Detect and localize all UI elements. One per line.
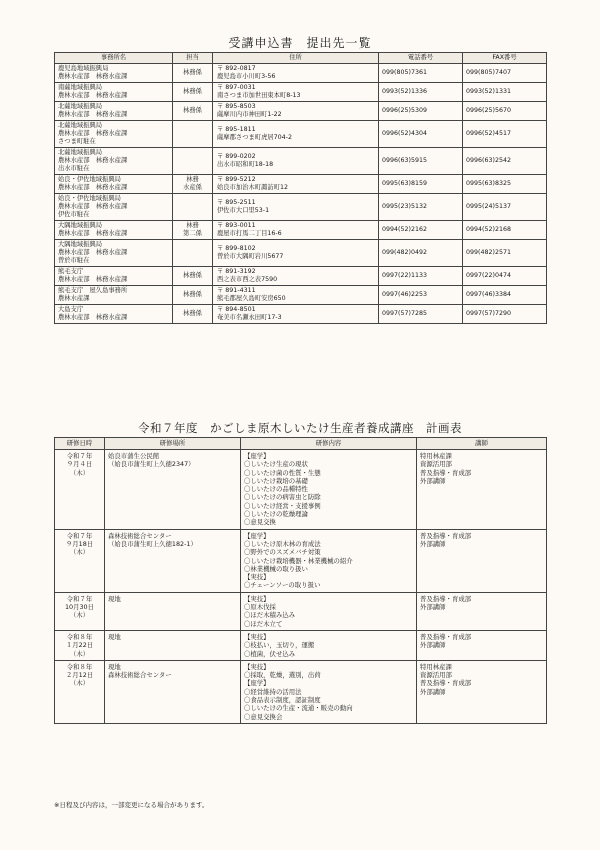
place-cell [105,630,241,660]
tanto-cell [173,240,213,267]
date-line: １月22日 [65,641,94,650]
tanto-line: 林務 [186,176,199,183]
header-address: 住所 [213,53,379,64]
date-cell [55,630,105,660]
office-name-cell [55,194,173,221]
fax-cell: 0997(57)7290 [463,305,547,324]
tel-cell: 0997(57)7285 [379,305,463,324]
date-line: （木） [69,649,90,658]
table-row [55,450,547,530]
header-tel: 電話番号 [379,53,463,64]
date-line: 令和７年 [66,594,93,603]
plan-table-body [55,450,547,724]
content-line: 〇ほだ木立て [244,619,283,628]
lecturer-line: 資源活用部 [420,460,452,469]
office-name-line: 熊毛支庁 [58,268,84,275]
tel-cell: 099(805)7361 [379,64,463,83]
address-line: 伊佐市大口里53-1 [217,207,270,214]
tel-cell: 0996(63)5915 [379,148,463,175]
header-fax: FAX番号 [463,53,547,64]
lecturer-line: 外部講師 [420,603,446,612]
table-row [55,64,547,83]
tel-cell: 0996(25)5309 [379,102,463,121]
office-name-line: 伊佐市駐在 [58,211,90,218]
address-line: 〒 894-8501 [217,306,256,313]
header-content: 研修内容 [241,438,417,450]
lecturer-cell [417,660,547,723]
content-line: 〇チェーンソーの取り扱い [244,581,321,590]
table-row [55,121,547,148]
header-lecturer: 講師 [417,438,547,450]
address-line: 〒 899-0202 [217,153,256,160]
address-line: 薩摩郡さつま町虎居704-2 [217,134,292,141]
office-name-line: 農林水産課 [58,295,90,302]
lecturer-cell [417,450,547,530]
office-name-line: 農林水産部 林務水産課 [58,73,128,80]
address-line: 〒 899-5212 [217,176,256,183]
lecturer-line: 普及指導・育成部 [420,679,472,688]
content-line: 〇しいたけ経営・支援事例 [244,501,321,510]
address-cell [213,194,379,221]
table-row [55,592,547,630]
date-line: （木） [69,679,90,688]
lecturer-line: 普及指導・育成部 [420,594,472,603]
date-line: （木） [69,468,90,477]
date-line: 令和８年 [66,632,93,641]
tanto-cell [173,305,213,324]
content-cell [241,450,417,530]
fax-cell: 0996(25)5670 [463,102,547,121]
lecturer-line: 普及指導・育成部 [420,468,472,477]
tanto-cell [173,175,213,194]
address-line: 〒 895-8503 [217,103,256,110]
tanto-line: 林務係 [183,272,202,279]
content-line: 〇採取，乾燥，選別，出荷 [244,671,321,680]
date-line: 令和７年 [66,452,93,460]
lecturer-line: 特用林産課 [420,662,452,671]
place-line: 現地 [108,662,121,671]
date-line: 令和８年 [66,662,93,671]
tanto-cell [173,83,213,102]
tanto-line: 水産係 [183,184,202,191]
fax-cell: 0996(63)2542 [463,148,547,175]
office-name-line: 大隅地域振興局 [58,241,103,248]
tel-cell: 099(482)0492 [379,240,463,267]
lecturer-line: 特用林産課 [420,452,452,460]
lecturer-cell [417,630,547,660]
lecturer-cell [417,529,547,592]
office-name-line: 農林水産部 林務水産課 [58,276,128,283]
address-cell [213,83,379,102]
date-cell [55,450,105,530]
content-cell [241,660,417,723]
date-line: （木） [69,611,90,620]
office-table-body [55,64,547,324]
tanto-cell [173,267,213,286]
address-line: 〒 895-2511 [217,199,256,206]
lecturer-line: 外部講師 [420,641,446,650]
place-line: （姶良市蒲生町上久徳182-1） [108,539,197,548]
tanto-cell [173,194,213,221]
address-cell [213,148,379,175]
tel-cell: 0994(52)2162 [379,221,463,240]
address-line: 〒 891-4311 [217,287,256,294]
table-row [55,240,547,267]
address-cell [213,221,379,240]
date-line: ９月18日 [65,539,94,548]
header-date: 研修日時 [55,438,105,450]
office-name-line: 農林水産部 林務水産課 [58,130,128,137]
office-name-line: 大隅地域振興局 [58,222,103,229]
office-name-line: 農林水産部 林務水産課 [58,314,128,321]
content-line: 〇しいたけ菌の性質・生態 [244,468,321,477]
table-row [55,175,547,194]
table-row [55,194,547,221]
address-line: 西之表市西之表7590 [217,276,278,283]
address-line: 南さつま市加世田東本町8-13 [217,92,301,99]
content-line: 〇しいたけの病害虫と防除 [244,493,321,502]
tanto-cell [173,221,213,240]
submission-list-title: 受講申込書 提出先一覧 [228,36,372,50]
content-line: 〇林業機械の取り扱い [244,564,308,573]
content-line: 〇しいたけ原木林の育成法 [244,539,321,548]
content-line: 〇ほだ木積み込み [244,611,296,620]
place-line: 姶良市蒲生公民館 [108,452,160,460]
lecturer-line: 資源活用部 [420,671,452,680]
plan-table [54,437,547,724]
tanto-line: 林務係 [183,291,202,298]
table-row [55,102,547,121]
fax-cell: 0996(52)4517 [463,121,547,148]
lecturer-line: 外部講師 [420,539,446,548]
header-place: 研修場所 [105,438,241,450]
date-line: ９月４日 [66,460,93,469]
office-table [54,52,547,324]
date-cell [55,592,105,630]
content-line: 〇食品表示制度，認証制度 [244,696,321,705]
office-name-line: 鹿児島地域振興局 [58,65,109,72]
office-name-cell [55,286,173,305]
office-name-line: 農林水産部 林務水産課 [58,184,128,191]
tel-cell: 0995(23)5132 [379,194,463,221]
content-line: 〇野外でのスズメバチ対策 [244,548,321,557]
lecturer-line: 普及指導・育成部 [420,531,472,540]
office-name-line: 農林水産部 林務水産課 [58,230,128,237]
office-name-line: 姶良・伊佐地域振興局 [58,176,121,183]
office-name-line: 農林水産部 林務水産課 [58,249,128,256]
content-line: 〇しいたけの生産・流通・販売の動向 [244,704,353,713]
table-row [55,286,547,305]
tel-cell: 0997(46)2253 [379,286,463,305]
table-row [55,660,547,723]
place-line: 森林技術総合センター [108,531,172,540]
address-cell [213,240,379,267]
table-row [55,529,547,592]
content-line: 〇しいたけ生産の現状 [244,460,308,469]
address-cell [213,286,379,305]
place-cell [105,450,241,530]
content-line: 〇意見交換 [244,518,276,527]
table-row [55,305,547,324]
address-cell [213,305,379,324]
tanto-line: 林務係 [183,88,202,95]
content-line: 【実技】 [244,662,270,671]
tanto-line: 林務係 [183,107,202,114]
tanto-line: 林務 [186,222,199,229]
office-name-cell [55,221,173,240]
tel-cell: 0995(63)8159 [379,175,463,194]
place-cell [105,529,241,592]
address-cell [213,267,379,286]
office-name-line: 南薩地域振興局 [58,84,103,91]
fax-cell: 0993(52)1331 [463,83,547,102]
address-line: 曽於市大隅町岩川5677 [217,253,284,260]
date-cell [55,529,105,592]
office-name-line: 姶良・伊佐地域振興局 [58,195,121,202]
office-name-line: 熊毛支庁 屋久島事務所 [58,287,128,294]
content-line: 【座学】 [244,679,270,688]
content-line: 【実技】 [244,632,270,641]
office-name-line: 曽於市駐在 [58,257,90,264]
fax-cell: 099(482)2571 [463,240,547,267]
office-name-line: 北薩地域振興局 [58,103,103,110]
address-line: 〒 891-3192 [217,268,256,275]
address-line: 姶良市加治木町諏訪町12 [217,184,288,191]
content-line: 〇意見交換会 [244,712,283,721]
tanto-cell [173,286,213,305]
fax-cell: 0997(22)0474 [463,267,547,286]
date-line: ２月12日 [65,671,94,680]
content-cell [241,529,417,592]
content-line: 【座学】 [244,452,270,460]
address-cell [213,64,379,83]
fax-cell: 099(805)7407 [463,64,547,83]
address-line: 〒 897-0031 [217,84,256,91]
office-name-line: 農林水産部 林務水産課 [58,203,128,210]
tanto-cell [173,102,213,121]
content-cell [241,592,417,630]
lecturer-cell [417,592,547,630]
date-cell [55,660,105,723]
header-office-name: 事務所名 [55,53,173,64]
office-name-line: 農林水産部 林務水産課 [58,111,128,118]
lecturer-line: 普及指導・育成部 [420,632,472,641]
office-name-cell [55,305,173,324]
address-cell [213,121,379,148]
office-name-cell [55,83,173,102]
address-line: 奄美市名瀬永田町17-3 [217,314,282,321]
tel-cell: 0993(52)1336 [379,83,463,102]
content-line: 【座学】 [244,531,270,540]
address-line: 〒 892-0817 [217,65,256,72]
address-line: 〒 893-0011 [217,222,256,229]
date-line: 10月30日 [64,603,95,612]
date-line: （木） [69,548,90,557]
office-name-line: 出水市駐在 [58,165,90,172]
tanto-line: 林務係 [183,69,202,76]
tanto-cell [173,148,213,175]
office-table-header [55,53,547,64]
content-line: 〇枝払い，玉切り，運搬 [244,641,315,650]
office-name-line: 農林水産部 林務水産課 [58,157,128,164]
office-name-cell [55,148,173,175]
office-name-cell [55,102,173,121]
place-cell [105,660,241,723]
content-line: 〇しいたけの乾燥理論 [244,510,308,519]
place-line: 現地 [108,594,121,603]
address-line: 〒 899-8102 [217,245,256,252]
office-name-cell [55,240,173,267]
fax-cell: 0997(46)3384 [463,286,547,305]
lecturer-line: 外部講師 [420,687,446,696]
content-line: 〇原木伐採 [244,603,276,612]
place-line: （姶良市蒲生町上久徳2347） [108,460,195,469]
plan-title: 令和７年度 かごしま原木しいたけ生産者養成講座 計画表 [138,421,462,435]
tanto-line: 林務係 [183,310,202,317]
content-cell [241,630,417,660]
office-name-cell [55,175,173,194]
address-line: 熊毛郡屋久島町安房650 [217,295,286,302]
office-name-cell [55,121,173,148]
content-line: 〇しいたけの品種特性 [244,485,308,494]
table-row [55,630,547,660]
plan-table-header [55,438,547,450]
office-name-line: さつま町駐在 [58,138,96,145]
office-name-cell [55,64,173,83]
table-row [55,267,547,286]
footnote: ※日程及び内容は，一部変更になる場合があります。 [54,801,209,809]
office-name-cell [55,267,173,286]
office-name-line: 農林水産部 林務水産課 [58,92,128,99]
content-line: 〇しいたけ栽培の基礎 [244,476,308,485]
fax-cell: 0994(52)2168 [463,221,547,240]
address-line: 薩摩川内市神田町1-22 [217,111,282,118]
fax-cell: 0995(24)5137 [463,194,547,221]
address-cell [213,102,379,121]
content-line: 〇しいたけ栽培機器・林業機械の紹介 [244,556,353,565]
office-name-line: 大島支庁 [58,306,84,313]
place-line: 森林技術総合センター [108,671,172,680]
content-line: 【実技】 [244,594,270,603]
table-row [55,83,547,102]
office-name-line: 北薩地域振興局 [58,149,103,156]
tanto-cell [173,64,213,83]
tanto-line: 第二係 [183,230,202,237]
address-cell [213,175,379,194]
address-line: 鹿屋市打馬二丁目16-6 [217,230,282,237]
header-tanto: 担当 [173,53,213,64]
place-cell [105,592,241,630]
address-line: 出水市昭和町18-18 [217,161,274,168]
tel-cell: 0997(22)1133 [379,267,463,286]
tel-cell: 0996(52)4304 [379,121,463,148]
table-row [55,148,547,175]
content-line: 〇植菌，伏せ込み [244,649,296,658]
content-line: 〇経営維持の活用法 [244,687,302,696]
lecturer-line: 外部講師 [420,476,446,485]
place-line: 現地 [108,632,121,641]
tanto-cell [173,121,213,148]
address-line: 鹿児島市小川町3-56 [217,73,276,80]
address-line: 〒 895-1811 [217,126,256,133]
table-row [55,221,547,240]
date-line: 令和７年 [66,531,93,540]
content-line: 【実技】 [244,573,270,582]
fax-cell: 0995(63)8325 [463,175,547,194]
office-name-line: 北薩地域振興局 [58,122,103,129]
